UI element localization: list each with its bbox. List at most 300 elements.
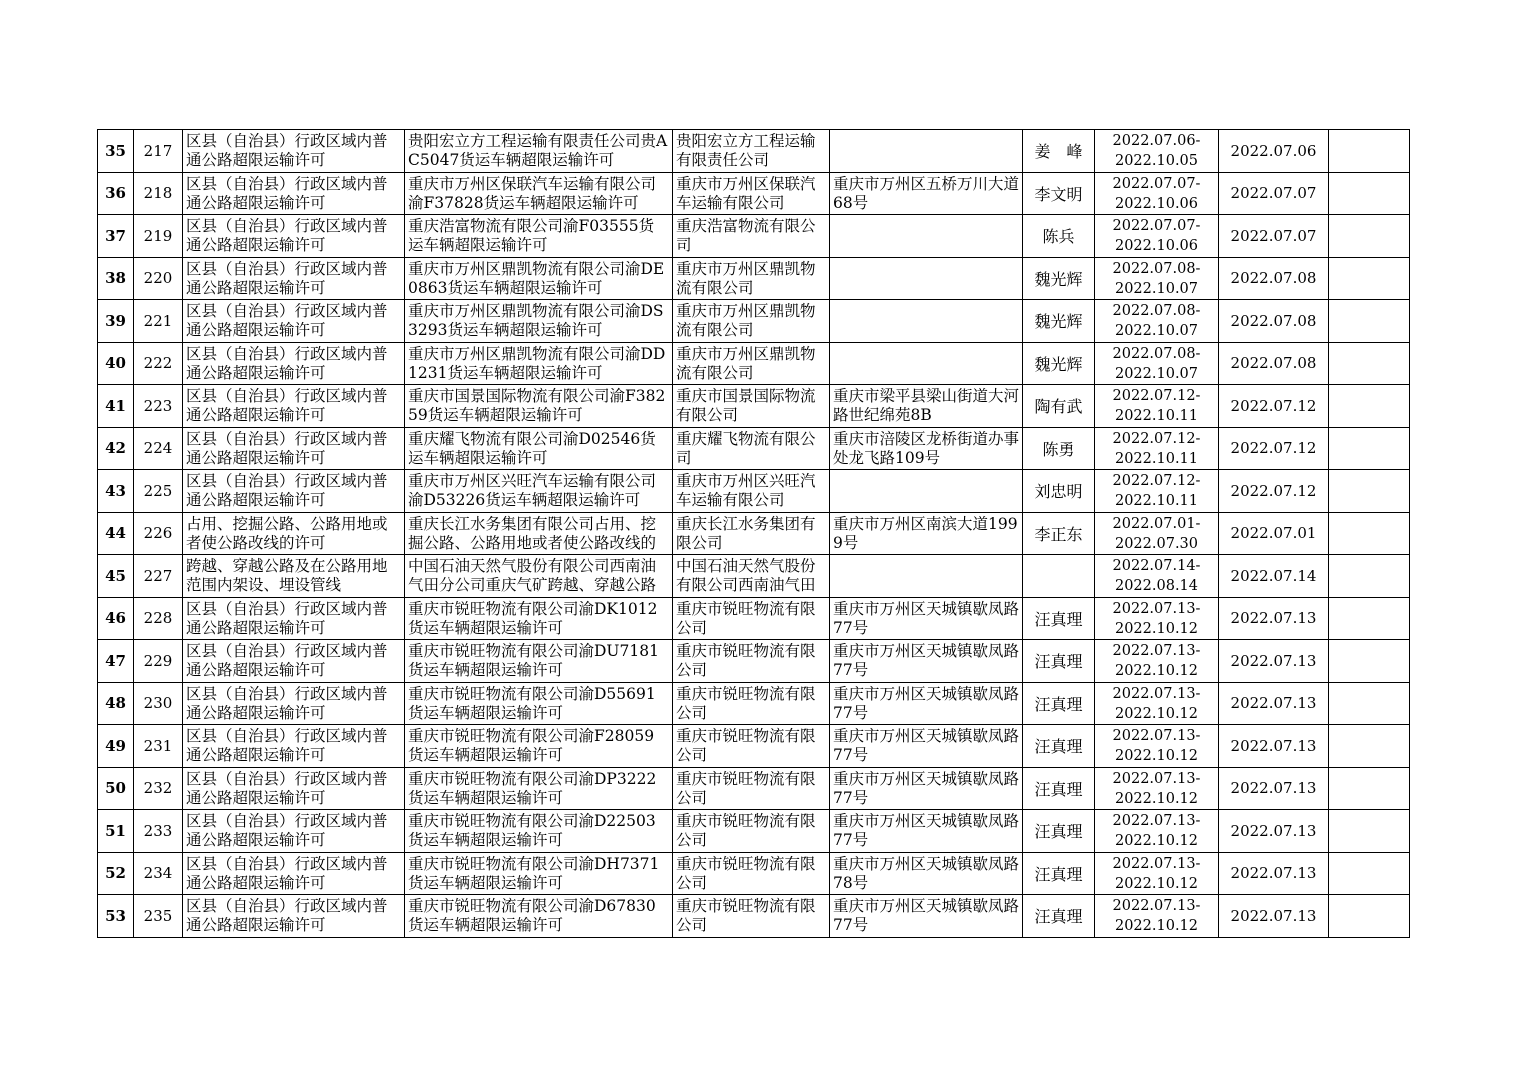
applicant-cell [673,810,830,853]
permit-type-text: 占用、挖掘公路、公路用地或者使公路改线的许可 [186,514,388,552]
applicant-cell [673,555,830,598]
applicant-cell [673,512,830,555]
decision-date-cell: 2022.07.08 [1219,257,1329,300]
validity-end: 2022.10.12 [1114,663,1199,680]
permit-item-text: 重庆市锐旺物流有限公司渝F28059货运车辆超限运输许可 [408,727,655,765]
address-text: 重庆市涪陵区龙桥街道办事处龙飞路109号 [833,429,1020,467]
validity-period-cell [1095,300,1219,343]
permit-item-text: 重庆市锐旺物流有限公司渝D67830货运车辆超限运输许可 [408,897,656,935]
serial-number-cell: 231 [134,725,183,768]
handler-cell: 魏光辉 [1023,342,1095,385]
address-text [830,258,1022,299]
permit-item-cell [405,427,673,470]
address-text: 重庆市万州区南滨大道1999号 [833,514,1018,552]
permit-item-cell [405,512,673,555]
decision-date-cell: 2022.07.12 [1219,470,1329,513]
validity-period [1095,598,1218,639]
address-cell [830,215,1023,258]
note-cell [1329,895,1410,938]
permit-item-text: 重庆市锐旺物流有限公司渝DP3222货运车辆超限运输许可 [408,769,657,807]
validity-start: 2022.07.13- [1112,813,1201,830]
permit-item-cell [405,767,673,810]
applicant-cell [673,342,830,385]
permit-type-cell [183,385,405,428]
address-cell [830,130,1023,173]
row-number-cell: 50 [98,767,134,810]
validity-period-cell [1095,597,1219,640]
permit-type-text: 区县（自治县）行政区域内普通公路超限运输许可 [186,599,388,637]
serial-number-cell: 235 [134,895,183,938]
applicant-text: 重庆市锐旺物流有限公司 [676,642,816,680]
permit-type-cell [183,555,405,598]
row-number-cell: 41 [98,385,134,428]
applicant-cell [673,172,830,215]
permit-type-text: 区县（自治县）行政区域内普通公路超限运输许可 [186,217,388,255]
handler-cell: 陈勇 [1023,427,1095,470]
table-row [98,427,1410,470]
table-row [98,342,1410,385]
applicant-text: 重庆市锐旺物流有限公司 [676,854,816,892]
validity-period-cell [1095,257,1219,300]
applicant-text: 重庆市锐旺物流有限公司 [676,599,816,637]
serial-number-cell: 223 [134,385,183,428]
table-row [98,470,1410,513]
row-number-cell: 40 [98,342,134,385]
validity-start: 2022.07.07- [1112,218,1201,235]
decision-date-cell: 2022.07.13 [1219,682,1329,725]
row-number-cell: 44 [98,512,134,555]
validity-end: 2022.10.07 [1114,365,1199,382]
validity-period-cell [1095,640,1219,683]
applicant-cell [673,852,830,895]
validity-end: 2022.07.30 [1114,535,1199,552]
validity-start: 2022.07.08- [1112,303,1201,320]
table-row [98,640,1410,683]
applicant-cell [673,300,830,343]
handler-cell [1023,555,1095,598]
validity-start: 2022.07.07- [1112,175,1201,192]
address-text [830,555,1022,596]
permit-type-cell [183,725,405,768]
permit-item-text: 重庆市锐旺物流有限公司渝D55691货运车辆超限运输许可 [408,684,656,722]
permit-type-text: 区县（自治县）行政区域内普通公路超限运输许可 [186,259,388,297]
applicant-text: 重庆耀飞物流有限公司 [676,429,816,467]
applicant-cell [673,257,830,300]
serial-number-cell: 232 [134,767,183,810]
applicant-cell [673,640,830,683]
permit-item-text: 重庆市万州区保联汽车运输有限公司渝F37828货运车辆超限运输许可 [408,174,657,212]
permit-type-text: 区县（自治县）行政区域内普通公路超限运输许可 [186,429,388,467]
applicant-text: 重庆浩富物流有限公司 [676,217,816,255]
handler-cell: 刘忠明 [1023,470,1095,513]
permit-item-cell [405,852,673,895]
applicant-text: 重庆市锐旺物流有限公司 [676,812,816,850]
validity-period-cell [1095,767,1219,810]
handler-cell: 陶有武 [1023,385,1095,428]
applicant-cell [673,130,830,173]
serial-number-cell: 225 [134,470,183,513]
permit-item-text: 重庆市万州区鼎凯物流有限公司渝DS3293货运车辆超限运输许可 [408,302,664,340]
validity-end: 2022.10.06 [1114,238,1199,255]
table-row [98,725,1410,768]
applicant-text: 重庆市锐旺物流有限公司 [676,684,816,722]
address-cell [830,895,1023,938]
address-cell [830,555,1023,598]
note-cell [1329,725,1410,768]
validity-end: 2022.10.11 [1114,450,1199,467]
permit-item-text: 中国石油天然气股份有限公司西南油气田分公司重庆气矿跨越、穿越公路 [408,557,657,595]
validity-period-cell [1095,130,1219,173]
decision-date-cell: 2022.07.13 [1219,597,1329,640]
address-text: 重庆市万州区天城镇歇凤路77号 [833,684,1020,722]
permit-item-cell [405,895,673,938]
permit-item-cell [405,640,673,683]
serial-number-cell: 218 [134,172,183,215]
validity-period-cell [1095,427,1219,470]
permit-type-text: 区县（自治县）行政区域内普通公路超限运输许可 [186,132,388,170]
serial-number-cell: 219 [134,215,183,258]
validity-period [1095,130,1218,171]
address-cell [830,342,1023,385]
serial-number-cell: 229 [134,640,183,683]
address-text [830,343,1022,384]
applicant-text: 重庆市国景国际物流有限公司 [676,387,816,425]
row-number-cell: 53 [98,895,134,938]
validity-start: 2022.07.13- [1112,770,1201,787]
applicant-cell [673,895,830,938]
validity-end: 2022.10.12 [1114,748,1199,765]
applicant-text: 重庆市万州区鼎凯物流有限公司 [676,302,816,340]
permit-type-cell [183,470,405,513]
validity-period-cell [1095,215,1219,258]
address-text: 重庆市万州区天城镇歇凤路77号 [833,727,1020,765]
decision-date-cell: 2022.07.08 [1219,300,1329,343]
validity-period [1095,343,1218,384]
validity-period [1095,555,1218,596]
note-cell [1329,342,1410,385]
permit-item-cell [405,597,673,640]
handler-cell: 汪真理 [1023,810,1095,853]
address-cell [830,682,1023,725]
applicant-cell [673,682,830,725]
applicant-text: 重庆市万州区鼎凯物流有限公司 [676,259,816,297]
handler-cell: 魏光辉 [1023,300,1095,343]
validity-start: 2022.07.06- [1112,133,1201,150]
validity-start: 2022.07.01- [1112,515,1201,532]
serial-number-cell: 224 [134,427,183,470]
permit-item-cell [405,300,673,343]
permit-type-text: 跨越、穿越公路及在公路用地范围内架设、埋设管线 [186,557,388,595]
permit-item-text: 重庆长江水务集团有限公司占用、挖掘公路、公路用地或者使公路改线的 [408,514,657,552]
handler-cell: 陈兵 [1023,215,1095,258]
validity-period [1095,258,1218,299]
permit-type-cell [183,130,405,173]
address-text: 重庆市万州区天城镇歇凤路77号 [833,599,1020,637]
permit-item-text: 重庆市锐旺物流有限公司渝DH7371货运车辆超限运输许可 [408,854,660,892]
applicant-text: 重庆市万州区保联汽车运输有限公司 [676,174,816,212]
note-cell [1329,470,1410,513]
permit-item-cell [405,810,673,853]
handler-cell: 李文明 [1023,172,1095,215]
validity-period [1095,470,1218,511]
applicant-cell [673,597,830,640]
address-cell [830,257,1023,300]
decision-date-cell: 2022.07.13 [1219,767,1329,810]
decision-date-cell: 2022.07.13 [1219,810,1329,853]
decision-date-cell: 2022.07.13 [1219,640,1329,683]
permit-type-text: 区县（自治县）行政区域内普通公路超限运输许可 [186,727,388,765]
applicant-cell [673,767,830,810]
address-text: 重庆市万州区天城镇歇凤路78号 [833,854,1020,892]
validity-period [1095,895,1218,936]
validity-period-cell [1095,852,1219,895]
permit-type-text: 区县（自治县）行政区域内普通公路超限运输许可 [186,769,388,807]
row-number-cell: 52 [98,852,134,895]
applicant-text: 重庆市锐旺物流有限公司 [676,769,816,807]
serial-number-cell: 222 [134,342,183,385]
validity-start: 2022.07.13- [1112,728,1201,745]
applicant-text: 重庆长江水务集团有限公司 [676,514,816,552]
validity-end: 2022.10.11 [1114,493,1199,510]
address-cell [830,640,1023,683]
serial-number-cell: 227 [134,555,183,598]
decision-date-cell: 2022.07.13 [1219,895,1329,938]
address-text [830,215,1022,256]
validity-start: 2022.07.13- [1112,643,1201,660]
validity-period-cell [1095,810,1219,853]
note-cell [1329,130,1410,173]
table-row [98,385,1410,428]
decision-date-cell: 2022.07.07 [1219,215,1329,258]
validity-end: 2022.10.11 [1114,408,1199,425]
permit-item-cell [405,470,673,513]
permit-type-cell [183,895,405,938]
address-cell [830,725,1023,768]
validity-period [1095,853,1218,894]
validity-end: 2022.10.12 [1114,918,1199,935]
table-row [98,300,1410,343]
permit-item-cell [405,342,673,385]
permit-type-cell [183,257,405,300]
note-cell [1329,852,1410,895]
serial-number-cell: 228 [134,597,183,640]
applicant-text: 重庆市锐旺物流有限公司 [676,897,816,935]
validity-period-cell [1095,172,1219,215]
permit-type-cell [183,767,405,810]
table-row [98,852,1410,895]
validity-period-cell [1095,470,1219,513]
address-cell [830,385,1023,428]
permit-item-text: 重庆市锐旺物流有限公司渝D22503货运车辆超限运输许可 [408,812,656,850]
validity-end: 2022.08.14 [1114,578,1199,595]
validity-start: 2022.07.13- [1112,898,1201,915]
applicant-text: 中国石油天然气股份有限公司西南油气田 [676,557,816,595]
permit-item-text: 重庆浩富物流有限公司渝F03555货运车辆超限运输许可 [408,217,655,255]
note-cell [1329,385,1410,428]
validity-start: 2022.07.08- [1112,345,1201,362]
decision-date-cell: 2022.07.14 [1219,555,1329,598]
row-number-cell: 35 [98,130,134,173]
applicant-cell [673,725,830,768]
handler-cell: 魏光辉 [1023,257,1095,300]
validity-period-cell [1095,512,1219,555]
row-number-cell: 37 [98,215,134,258]
permit-item-cell [405,385,673,428]
row-number-cell: 39 [98,300,134,343]
address-cell [830,767,1023,810]
validity-period [1095,385,1218,426]
address-text: 重庆市万州区天城镇歇凤路77号 [833,897,1020,935]
table-row [98,767,1410,810]
row-number-cell: 46 [98,597,134,640]
decision-date-cell: 2022.07.12 [1219,385,1329,428]
permit-item-text: 重庆市万州区鼎凯物流有限公司渝DE0863货运车辆超限运输许可 [408,259,665,297]
table-row [98,512,1410,555]
decision-date-cell: 2022.07.07 [1219,172,1329,215]
permit-item-text: 重庆市万州区鼎凯物流有限公司渝DD1231货运车辆超限运输许可 [408,344,666,382]
permit-type-cell [183,597,405,640]
table-row [98,597,1410,640]
applicant-cell [673,385,830,428]
validity-end: 2022.10.12 [1114,833,1199,850]
address-text [830,130,1022,171]
permit-type-text: 区县（自治县）行政区域内普通公路超限运输许可 [186,174,388,212]
validity-period-cell [1095,682,1219,725]
address-cell [830,852,1023,895]
address-text: 重庆市万州区五桥万川大道68号 [833,174,1020,212]
validity-end: 2022.10.12 [1114,875,1199,892]
permit-item-text: 重庆市国景国际物流有限公司渝F38259货运车辆超限运输许可 [408,387,666,425]
note-cell [1329,215,1410,258]
permit-item-cell [405,215,673,258]
table-row [98,130,1410,173]
table-row [98,895,1410,938]
validity-period [1095,513,1218,554]
decision-date-cell: 2022.07.06 [1219,130,1329,173]
serial-number-cell: 226 [134,512,183,555]
validity-period [1095,173,1218,214]
permit-table-body [98,130,1410,938]
applicant-text: 重庆市万州区鼎凯物流有限公司 [676,344,816,382]
permit-item-text: 贵阳宏立方工程运输有限责任公司贵AC5047货运车辆超限运输许可 [408,132,668,170]
validity-start: 2022.07.12- [1112,473,1201,490]
permit-item-cell [405,725,673,768]
validity-start: 2022.07.13- [1112,600,1201,617]
validity-period [1095,683,1218,724]
serial-number-cell: 230 [134,682,183,725]
address-cell [830,427,1023,470]
permit-item-text: 重庆市锐旺物流有限公司渝DU7181货运车辆超限运输许可 [408,642,659,680]
row-number-cell: 51 [98,810,134,853]
permit-type-cell [183,172,405,215]
permit-type-cell [183,640,405,683]
applicant-text: 贵阳宏立方工程运输有限责任公司 [676,132,816,170]
validity-period-cell [1095,385,1219,428]
permit-item-text: 重庆市锐旺物流有限公司渝DK1012货运车辆超限运输许可 [408,599,658,637]
permit-item-cell [405,257,673,300]
note-cell [1329,555,1410,598]
validity-period-cell [1095,342,1219,385]
validity-period-cell [1095,895,1219,938]
applicant-text: 重庆市万州区兴旺汽车运输有限公司 [676,472,816,510]
validity-start: 2022.07.14- [1112,558,1201,575]
validity-period [1095,640,1218,681]
validity-end: 2022.10.12 [1114,790,1199,807]
validity-period-cell [1095,725,1219,768]
validity-period [1095,428,1218,469]
handler-cell: 汪真理 [1023,725,1095,768]
address-text: 重庆市梁平县梁山街道大河路世纪绵苑8B [833,387,1020,425]
row-number-cell: 38 [98,257,134,300]
permit-item-cell [405,172,673,215]
address-cell [830,300,1023,343]
address-cell [830,810,1023,853]
note-cell [1329,300,1410,343]
row-number-cell: 49 [98,725,134,768]
serial-number-cell: 221 [134,300,183,343]
handler-cell: 姜 峰 [1023,130,1095,173]
handler-cell: 汪真理 [1023,852,1095,895]
serial-number-cell: 217 [134,130,183,173]
serial-number-cell: 234 [134,852,183,895]
note-cell [1329,257,1410,300]
address-text [830,470,1022,511]
applicant-text: 重庆市锐旺物流有限公司 [676,727,816,765]
handler-cell: 汪真理 [1023,895,1095,938]
validity-period-cell [1095,555,1219,598]
row-number-cell: 47 [98,640,134,683]
applicant-cell [673,215,830,258]
applicant-cell [673,427,830,470]
row-number-cell: 36 [98,172,134,215]
permit-type-text: 区县（自治县）行政区域内普通公路超限运输许可 [186,812,388,850]
row-number-cell: 45 [98,555,134,598]
validity-start: 2022.07.08- [1112,260,1201,277]
permit-type-cell [183,342,405,385]
permit-type-text: 区县（自治县）行政区域内普通公路超限运输许可 [186,302,388,340]
address-text: 重庆市万州区天城镇歇凤路77号 [833,642,1020,680]
permit-item-text: 重庆市万州区兴旺汽车运输有限公司渝D53226货运车辆超限运输许可 [408,472,657,510]
table-row [98,215,1410,258]
note-cell [1329,640,1410,683]
validity-period [1095,215,1218,256]
validity-period [1095,810,1218,851]
validity-end: 2022.10.05 [1114,153,1199,170]
address-text: 重庆市万州区天城镇歇凤路77号 [833,812,1020,850]
decision-date-cell: 2022.07.12 [1219,427,1329,470]
validity-period [1095,768,1218,809]
decision-date-cell: 2022.07.13 [1219,725,1329,768]
note-cell [1329,597,1410,640]
permit-type-text: 区县（自治县）行政区域内普通公路超限运输许可 [186,472,388,510]
permit-type-text: 区县（自治县）行政区域内普通公路超限运输许可 [186,897,388,935]
validity-end: 2022.10.12 [1114,620,1199,637]
handler-cell: 汪真理 [1023,597,1095,640]
serial-number-cell: 220 [134,257,183,300]
handler-cell: 汪真理 [1023,682,1095,725]
permit-item-cell [405,555,673,598]
permit-type-cell [183,427,405,470]
handler-cell: 汪真理 [1023,767,1095,810]
decision-date-cell: 2022.07.01 [1219,512,1329,555]
validity-period [1095,300,1218,341]
table-row [98,172,1410,215]
permit-type-cell [183,852,405,895]
table-row [98,257,1410,300]
permit-type-text: 区县（自治县）行政区域内普通公路超限运输许可 [186,642,388,680]
row-number-cell: 48 [98,682,134,725]
validity-end: 2022.10.07 [1114,280,1199,297]
